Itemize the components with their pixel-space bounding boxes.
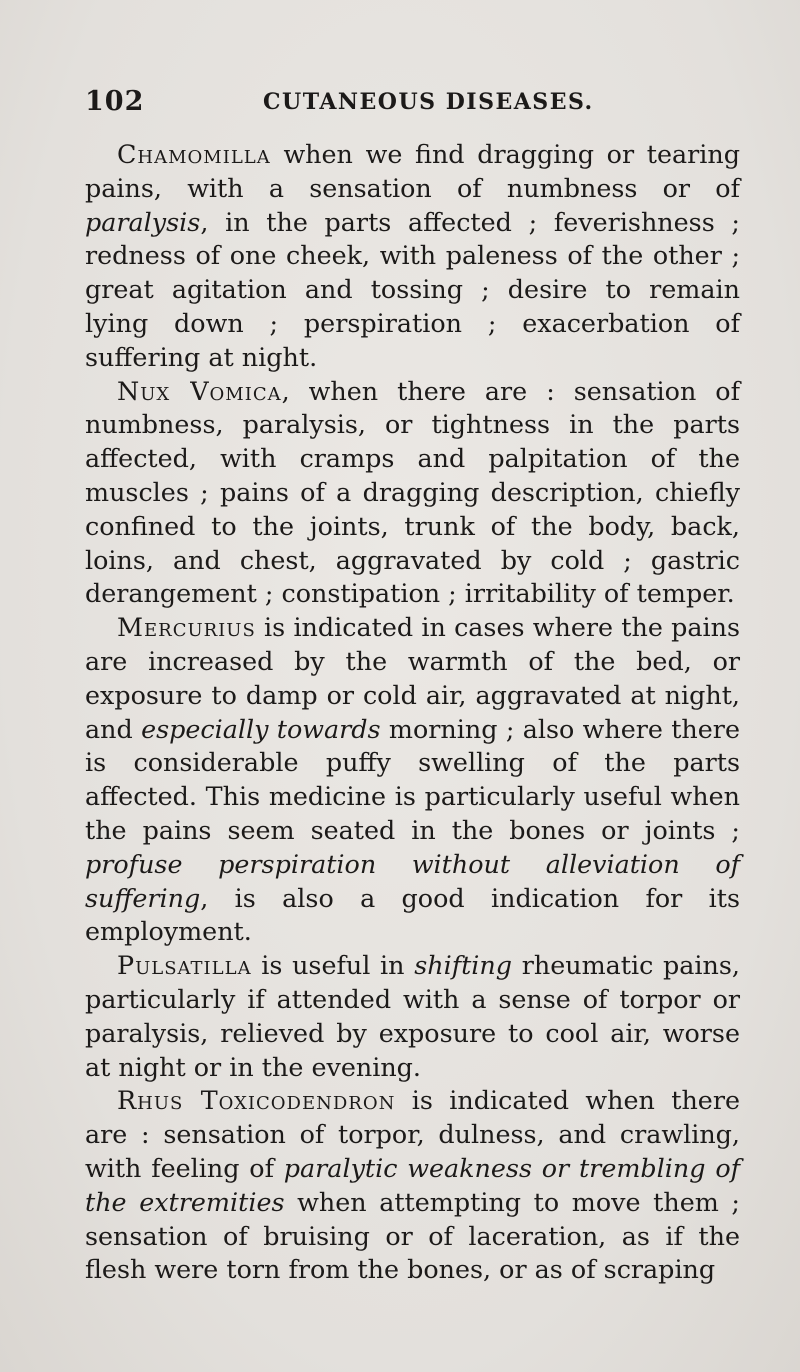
paragraph-text: rheumatic pains, particularly if attended with a sense of torpor or paralysis, relieved by exposure to cool air, worse at night or in the evening. — [85, 950, 740, 1082]
paragraph-text: is useful in — [251, 950, 415, 981]
remedy-name: Pulsatilla — [117, 950, 252, 981]
remedy-name: Rhus Toxicodendron — [117, 1085, 396, 1116]
paragraph-text: morning ; also where there is considerable puffy swelling of the parts affected. This medicine is particularly useful when the pains seem seated in the bones or joints ; — [85, 713, 740, 845]
italic-text: paralysis — [85, 206, 201, 237]
paragraph-text: when attempting to move them ; sensation of bruising or of laceration, as if the flesh were torn from the bones, or as of scraping — [85, 1186, 740, 1285]
paragraph-text: is indicated in cases where the pains are increased by the warmth of the bed, or exposure to damp or cold air, aggravated at night, and — [85, 612, 740, 744]
paragraph-pulsatilla — [85, 949, 740, 1084]
italic-text: paralytic weakness or trembling of the extremities — [85, 1152, 740, 1217]
italic-text: profuse perspiration without alleviation of suffering — [85, 848, 740, 913]
paragraph-text: is indicated when there are : sensation of torpor, dulness, and crawling, with feeling of — [85, 1085, 740, 1183]
paragraph-nux-vomica — [85, 375, 740, 612]
page-header — [85, 86, 735, 120]
running-head: CUTANEOUS DISEASES. — [263, 89, 594, 115]
page-number: 102 — [85, 86, 145, 117]
paragraph-text: , is also a good indication for its employment. — [85, 882, 740, 947]
remedy-name: Nux Vomica — [117, 375, 282, 406]
paragraph-mercurius — [85, 611, 740, 949]
paragraph-rhus-toxicodendron — [85, 1084, 740, 1287]
italic-text: especially towards — [141, 713, 381, 744]
paragraph-text: , when there are : sensation of numbness, paralysis, or tightness in the parts affected, with cramps and palpitation of the muscles ; pains of a dragging description, chiefly confined to the joints, trunk of the body, back, loins, and chest, aggravated by cold ; gastric derangement ; constipation ; irritability of temper. — [85, 375, 740, 609]
paragraph-text: when we find dragging or tearing pains, with a sensation of numbness or of — [85, 139, 740, 203]
remedy-name: Mercurius — [117, 612, 256, 643]
paragraph-text: , in the parts affected ; feverishness ; redness of one cheek, with paleness of the other ; great agitation and tossing ; desire to remain lying down ; perspiration ; exacerbation of suffering at night. — [85, 206, 740, 372]
remedy-name: Chamomilla — [117, 139, 271, 169]
italic-text: shifting — [414, 950, 513, 981]
paragraph-chamomilla — [85, 138, 740, 375]
body-text — [85, 138, 740, 1287]
